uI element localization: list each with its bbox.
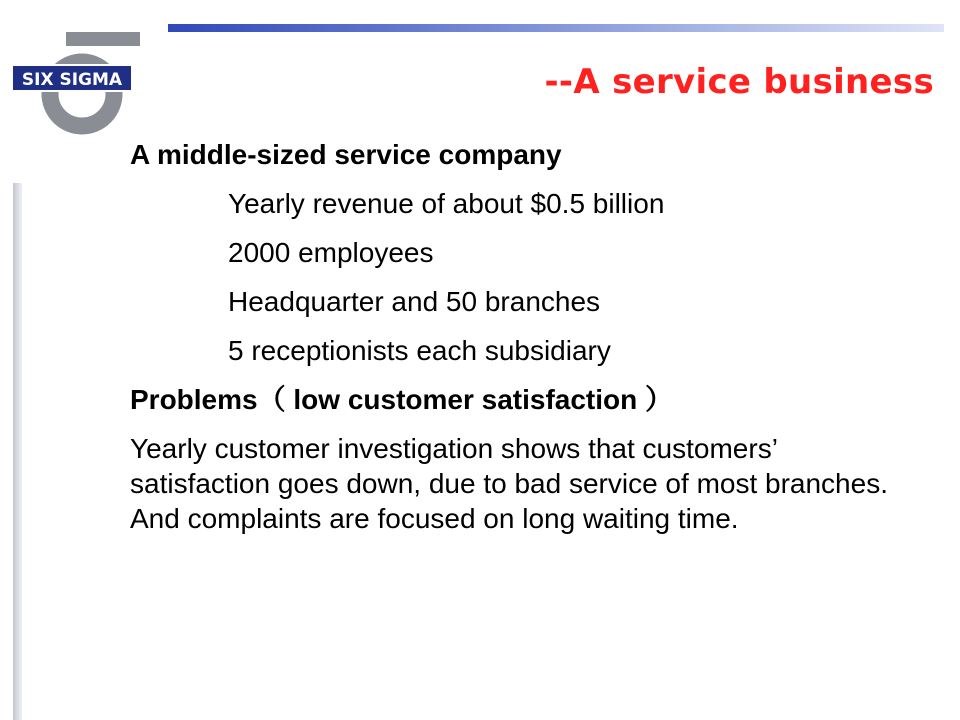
section2-heading: Problems（ low customer satisfaction ）	[130, 384, 674, 415]
list-item: Yearly revenue of about $0.5 billion	[228, 188, 665, 219]
slide-title: --A service business	[544, 62, 934, 102]
slide-content	[130, 137, 890, 536]
logo-text: SIX SIGMA	[21, 70, 123, 90]
section1-heading: A middle-sized service company	[130, 139, 562, 170]
top-accent-rule	[168, 24, 944, 32]
six-sigma-logo-icon	[10, 28, 160, 138]
side-accent-rule	[13, 183, 22, 720]
list-item: 5 receptionists each subsidiary	[228, 335, 611, 366]
section2-paragraph: Yearly customer investigation shows that customers’ satisfaction goes down, due to bad service of most branches. And complaints are focused on long waiting time.	[130, 433, 888, 534]
list-item: 2000 employees	[228, 237, 434, 268]
list-item: Headquarter and 50 branches	[228, 286, 601, 317]
